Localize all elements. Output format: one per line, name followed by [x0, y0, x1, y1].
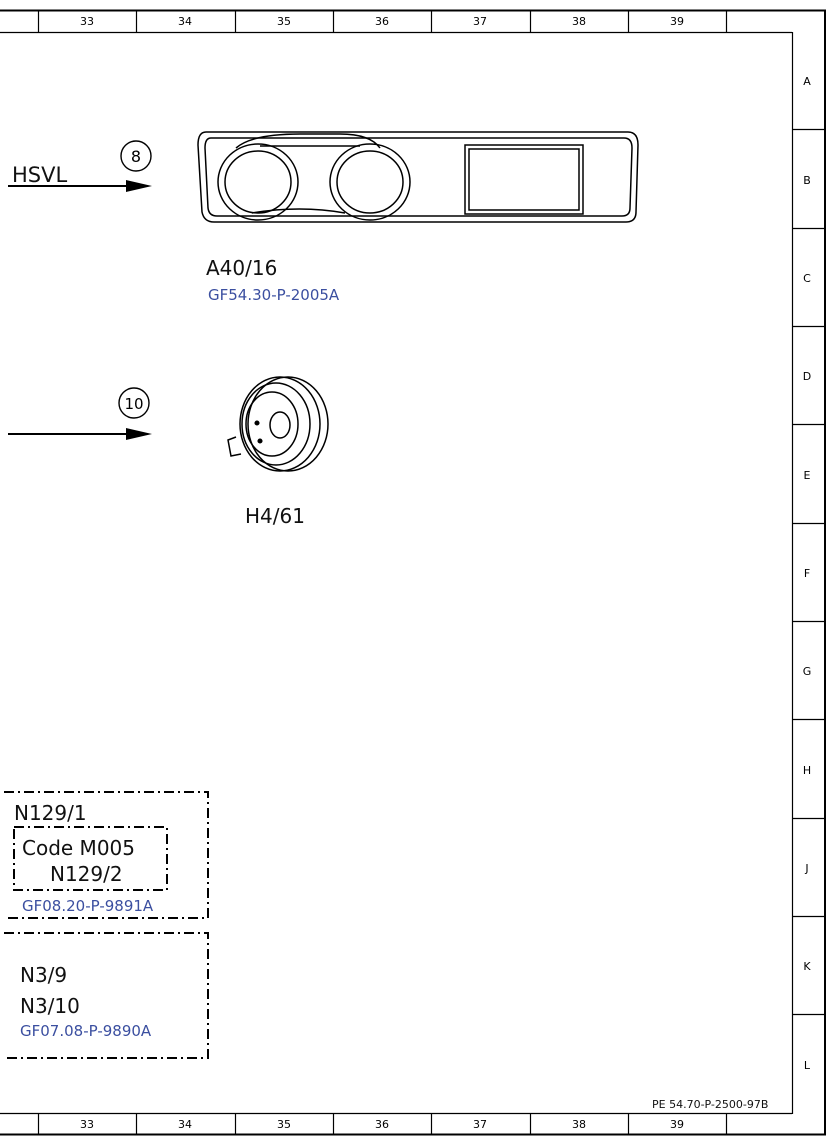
- sheet-frame: [0, 10, 826, 1135]
- row-label-l: L: [803, 1059, 811, 1072]
- row-label-h: H: [802, 764, 812, 777]
- row-label-j: J: [805, 862, 809, 875]
- connector-marker-10-label: 10: [124, 395, 144, 413]
- box-ref-n3[interactable]: GF07.08-P-9890A: [20, 1022, 152, 1040]
- box-id-n129-1: N129/1: [14, 801, 87, 825]
- signal-line-10: [8, 388, 152, 440]
- box-code-m005: Code M005: [22, 836, 135, 860]
- col-label-top-39: 39: [670, 15, 684, 28]
- col-label-bottom-38: 38: [572, 1118, 586, 1131]
- component-id-h4-61: H4/61: [245, 504, 305, 528]
- col-label-bottom-34: 34: [178, 1118, 192, 1131]
- col-label-top-36: 36: [375, 15, 389, 28]
- row-label-b: B: [803, 174, 811, 187]
- hsvl-signal-line: [8, 141, 152, 192]
- instrument-cluster-drawing: [198, 132, 638, 222]
- speaker-drawing: [228, 377, 328, 471]
- col-label-top-35: 35: [277, 15, 291, 28]
- col-label-bottom-39: 39: [670, 1118, 684, 1131]
- row-label-g: G: [802, 665, 812, 678]
- row-label-a: A: [803, 75, 811, 88]
- box-id-n3-9: N3/9: [20, 963, 68, 987]
- document-number: PE 54.70-P-2500-97B: [652, 1098, 769, 1111]
- row-label-f: F: [803, 567, 811, 580]
- box-id-n129-2: N129/2: [50, 862, 123, 886]
- col-label-bottom-33: 33: [80, 1118, 94, 1131]
- box-id-n3-10: N3/10: [20, 994, 80, 1018]
- col-label-bottom-35: 35: [277, 1118, 291, 1131]
- row-label-d: D: [802, 370, 812, 383]
- col-label-top-33: 33: [80, 15, 94, 28]
- connector-marker-8-label: 8: [130, 147, 142, 166]
- col-label-bottom-36: 36: [375, 1118, 389, 1131]
- row-label-k: K: [803, 960, 811, 973]
- box-ref-n129[interactable]: GF08.20-P-9891A: [22, 897, 154, 915]
- component-id-a40-16: A40/16: [206, 256, 278, 280]
- row-label-c: C: [803, 272, 811, 285]
- component-ref-a40-16[interactable]: GF54.30-P-2005A: [208, 286, 340, 304]
- col-label-top-38: 38: [572, 15, 586, 28]
- col-label-top-37: 37: [473, 15, 487, 28]
- row-label-e: E: [803, 469, 811, 482]
- col-label-top-34: 34: [178, 15, 192, 28]
- hsvl-signal-label: HSVL: [12, 163, 68, 187]
- col-label-bottom-37: 37: [473, 1118, 487, 1131]
